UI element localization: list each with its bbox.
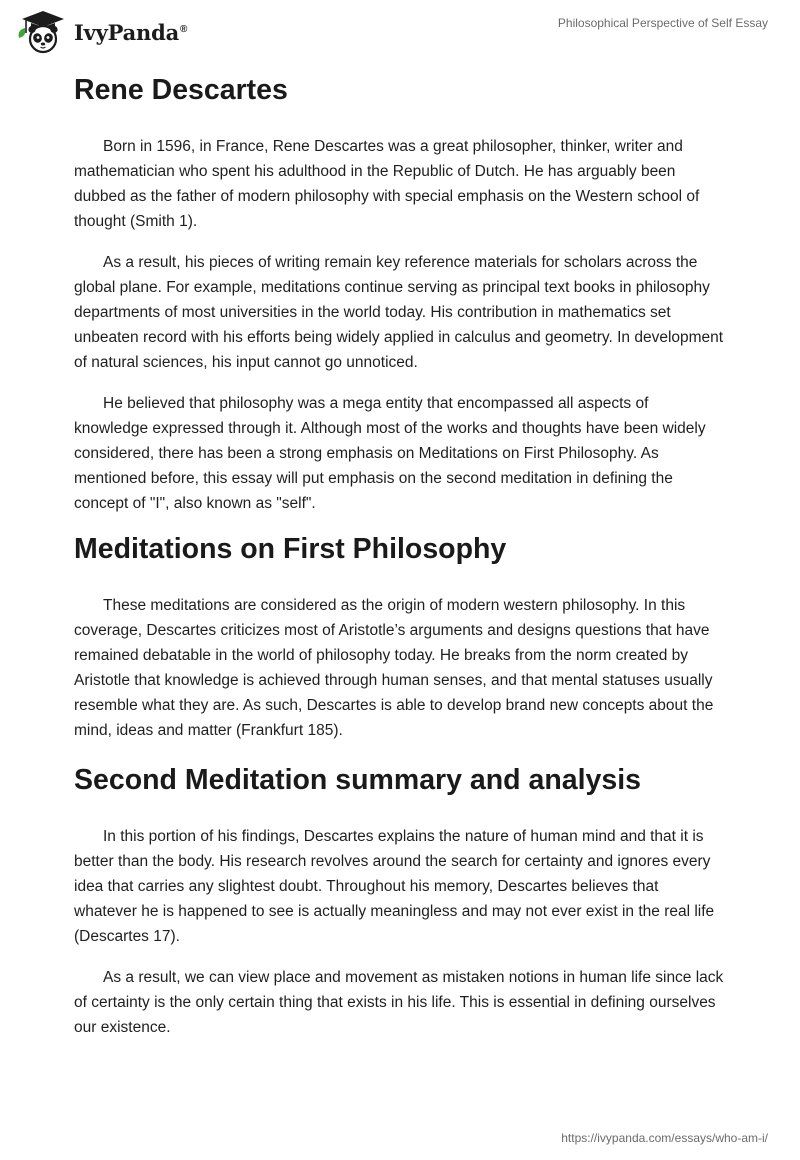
paragraph: As a result, his pieces of writing remain key reference materials for scholars across the global plane. For example, meditations continue serving as principal text books in philosophy departments of most universities in the world today. His contribution in mathematics set unbeaten record with his efforts being widely applied in calculus and geometry. In development of natural sciences, his input cannot go unnoticed. <box>74 254 724 371</box>
logo-wordmark: IvyPanda® <box>74 19 188 45</box>
paragraph: In this portion of his findings, Descartes explains the nature of human mind and that it is better than the body. His research revolves around the search for certainty and ignores every idea that carries any slightest doubt. Throughout his memory, Descartes believes that whatever he is happened to see is actually meaningless and may not ever exist in the real life (Descartes 17). <box>74 828 715 945</box>
section-heading-meditations: Meditations on First Philosophy <box>74 533 507 565</box>
essay-body <box>74 70 724 1040</box>
source-url-link[interactable]: https://ivypanda.com/essays/who-am-i/ <box>561 1131 768 1145</box>
paragraph: Born in 1596, in France, Rene Descartes was a great philosopher, thinker, writer and mathematician who spent his adulthood in the Republic of Dutch. He has arguably been dubbed as the father of modern philosophy with special emphasis on the Western school of thought (Smith 1). <box>74 138 700 230</box>
page-header <box>0 0 800 62</box>
section-heading-second-meditation: Second Meditation summary and analysis <box>74 764 641 796</box>
section-heading-rene-descartes: Rene Descartes <box>74 74 288 106</box>
paragraph: These meditations are considered as the origin of modern western philosophy. In this coverage, Descartes criticizes most of Aristotle’s arguments and designs questions that have remained debatable in the world of philosophy today. He breaks from the norm created by Aristotle that knowledge is achieved through human senses, and that mental statuses usually resemble what they are. As such, Descartes is able to develop brand new concepts about the mind, ideas and matter (Frankfurt 185). <box>74 597 714 739</box>
document-title: Philosophical Perspective of Self Essay <box>557 16 768 30</box>
panda-graduate-icon <box>14 8 72 54</box>
ivypanda-logo[interactable] <box>14 8 187 54</box>
paragraph: As a result, we can view place and movement as mistaken notions in human life since lack of certainty is the only certain thing that exists in his life. This is essential in defining ourselves our existence. <box>74 969 724 1036</box>
paragraph: He believed that philosophy was a mega entity that encompassed all aspects of knowledge expressed through it. Although most of the works and thoughts have been widely considered, there has been a strong emphasis on Meditations on First Philosophy. As mentioned before, this essay will put emphasis on the second meditation in defining the concept of "I", also known as "self". <box>74 395 706 512</box>
